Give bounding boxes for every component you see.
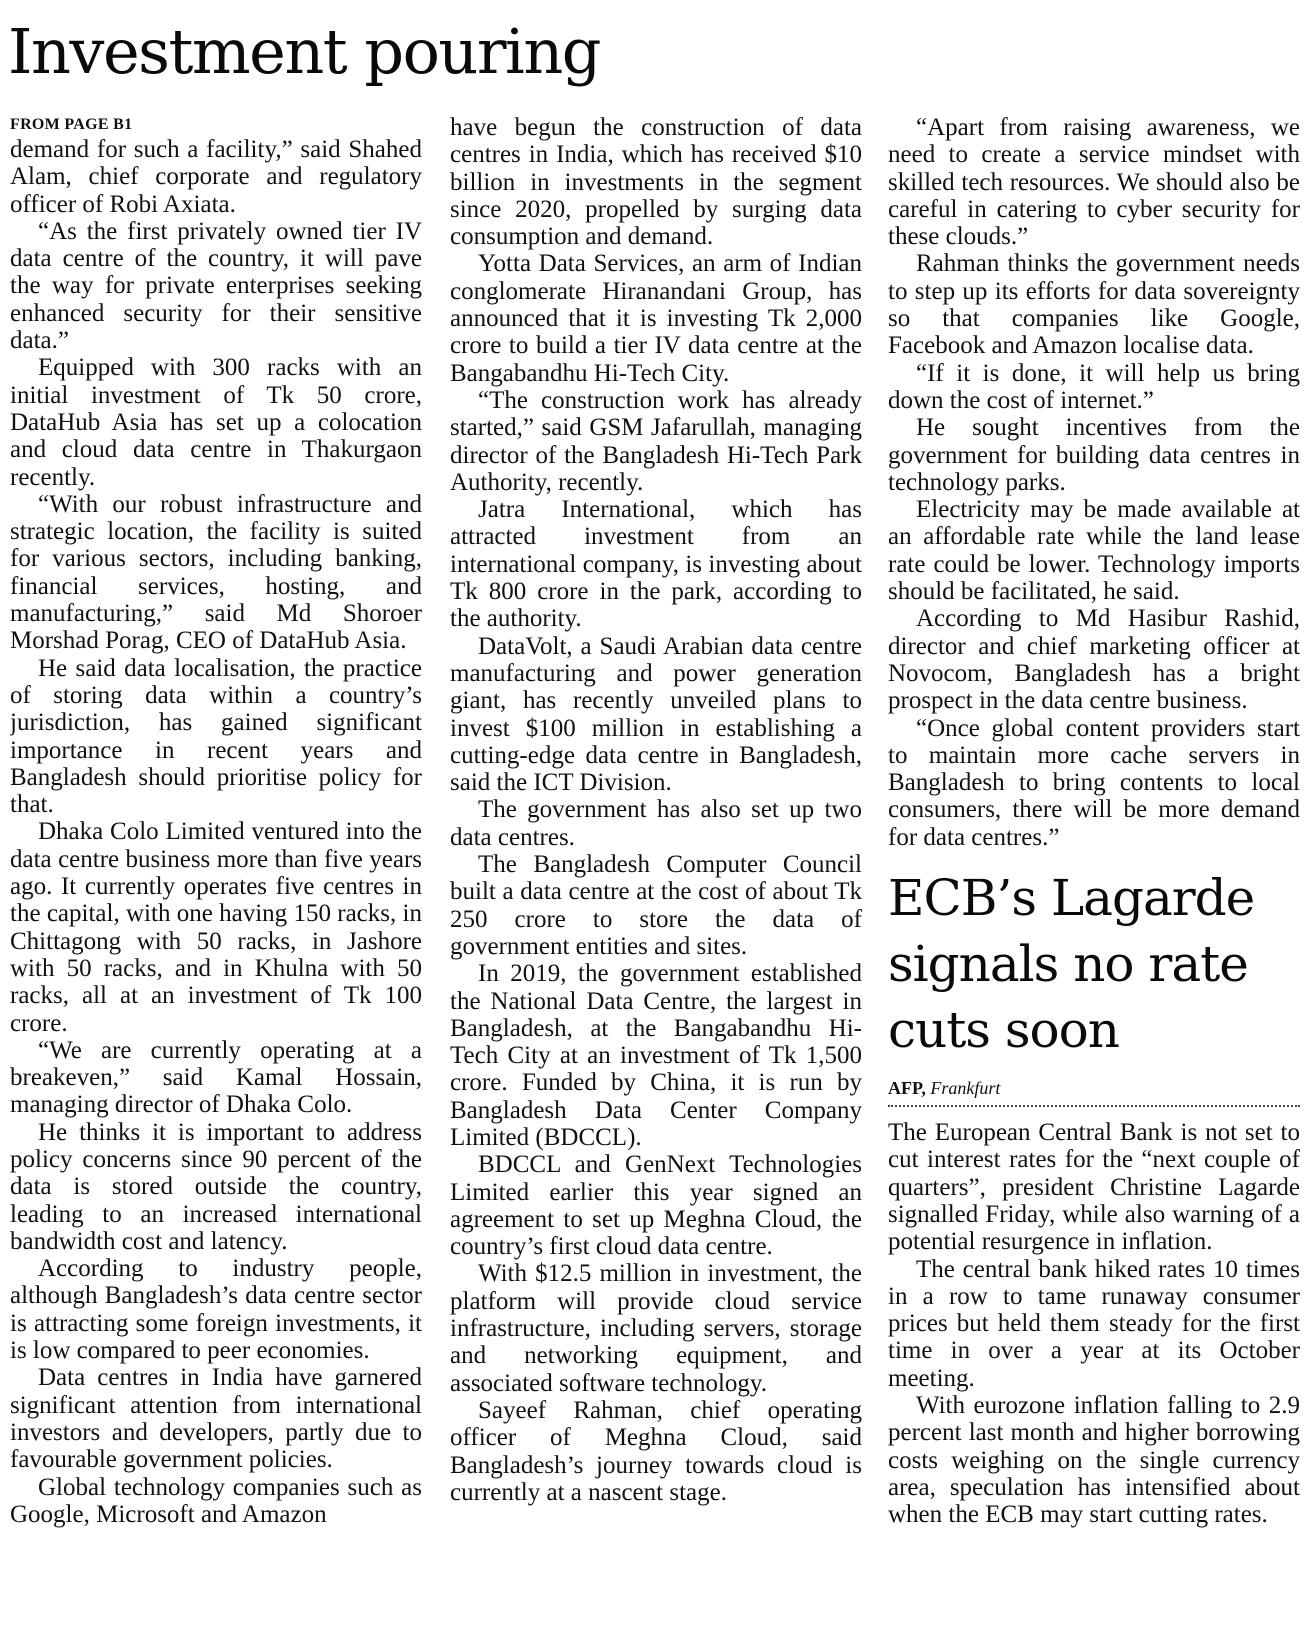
paragraph: Yotta Data Services, an arm of Indian conglomerate Hiranandani Group, has announced that it is investing Tk 2,000 crore to build a tier IV data centre at the Bangabandhu Hi-Tech City. bbox=[450, 250, 862, 387]
paragraph: The Bangladesh Computer Council built a data centre at the cost of about Tk 250 crore to store the data of government entities and sites. bbox=[450, 851, 862, 960]
paragraph: BDCCL and GenNext Technologies Limited earlier this year signed an agreement to set up Meghna Cloud, the country’s first cloud data centre. bbox=[450, 1151, 862, 1261]
paragraph: He said data localisation, the practice of storing data within a country’s jurisdiction, has gained significant importance in recent years and Bangladesh should prioritise policy for that. bbox=[10, 654, 422, 819]
paragraph: The government has also set up two data centres. bbox=[450, 796, 862, 851]
byline-place: Frankfurt bbox=[930, 1078, 1001, 1099]
paragraph: “The construction work has already started,” said GSM Jafarullah, managing director of the Bangladesh Hi-Tech Park Authority, recently. bbox=[450, 386, 862, 496]
paragraph: Global technology companies such as Google, Microsoft and Amazon bbox=[10, 1473, 422, 1528]
paragraph: Equipped with 300 racks with an initial investment of Tk 50 crore, DataHub Asia has set up a colocation and cloud data centre in Thakurgaon recently. bbox=[10, 354, 422, 491]
byline-agency: AFP, bbox=[888, 1078, 926, 1099]
paragraph: Rahman thinks the government needs to step up its efforts for data sovereignty so that companies like Google, Facebook and Amazon localise data. bbox=[888, 250, 1300, 360]
paragraph: “With our robust infrastructure and strategic location, the facility is suited for various sectors, including banking, financial services, hosting, and manufacturing,” said Md Shoroer Morshad Porag, CEO of DataHub Asia. bbox=[10, 490, 422, 655]
paragraph: According to industry people, although Bangladesh’s data centre sector is attracting some foreign investments, it is low compared to peer economies. bbox=[10, 1255, 422, 1365]
paragraph: Jatra International, which has attracted investment from an international company, is investing about Tk 800 crore in the park, according to the authority. bbox=[450, 496, 862, 633]
article-column-2 bbox=[450, 114, 862, 1642]
paragraph: “If it is done, it will help us bring down the cost of internet.” bbox=[888, 359, 1300, 414]
paragraph: The European Central Bank is not set to cut interest rates for the “next couple of quarters”, president Christine Lagarde signalled Friday, while also warning of a potential resurgence in inflation. bbox=[888, 1119, 1300, 1256]
paragraph: Sayeef Rahman, chief operating officer of Meghna Cloud, said Bangladesh’s journey towards cloud is currently at a nascent stage. bbox=[450, 1396, 862, 1506]
second-story-headline: ECB’s Lagarde signals no rate cuts soon bbox=[888, 869, 1255, 1060]
paragraph: “We are currently operating at a breakeven,” said Kamal Hossain, managing director of Dhaka Colo. bbox=[10, 1036, 422, 1119]
paragraph: With $12.5 million in investment, the platform will provide cloud service infrastructure, including servers, storage and networking equipment, and associated software technology. bbox=[450, 1260, 862, 1397]
paragraph: Electricity may be made available at an affordable rate while the land lease rate could be lower. Technology imports should be facilitated, he said. bbox=[888, 496, 1300, 606]
dotted-divider bbox=[888, 1105, 1300, 1107]
paragraph: Data centres in India have garnered significant attention from international investors and developers, partly due to favourable government policies. bbox=[10, 1364, 422, 1474]
paragraph: Dhaka Colo Limited ventured into the data centre business more than five years ago. It currently operates five centres in the capital, with one having 150 racks, in Chittagong with 50 racks, in Jashore with 50 racks, and in Khulna with 50 racks, all at an investment of Tk 100 crore. bbox=[10, 818, 422, 1037]
paragraph: “As the first privately owned tier IV data centre of the country, it will pave the way for private enterprises seeking enhanced security for their sensitive data.” bbox=[10, 217, 422, 355]
paragraph: have begun the construction of data centres in India, which has received $10 billion in investments in the segment since 2020, propelled by surging data consumption and demand. bbox=[450, 114, 862, 251]
paragraph: He sought incentives from the government for building data centres in technology parks. bbox=[888, 414, 1300, 496]
paragraph: With eurozone inflation falling to 2.9 percent last month and higher borrowing costs weighing on the single currency area, speculation has intensified about when the ECB may start cutting rates. bbox=[888, 1391, 1300, 1529]
paragraph: In 2019, the government established the National Data Centre, the largest in Bangladesh, at the Bangabandhu Hi-Tech City at an investment of Tk 1,500 crore. Funded by China, it is run by Bangladesh Data Center Company Limited (BDCCL). bbox=[450, 960, 862, 1151]
paragraph: “Apart from raising awareness, we need to create a service mindset with skilled tech resources. We should also be careful in catering to cyber security for these clouds.” bbox=[888, 114, 1300, 251]
paragraph: According to Md Hasibur Rashid, director and chief marketing officer at Novocom, Bangladesh has a bright prospect in the data centre business. bbox=[888, 605, 1300, 715]
from-page-label: FROM PAGE B1 bbox=[10, 116, 133, 133]
paragraph: DataVolt, a Saudi Arabian data centre manufacturing and power generation giant, has recently unveiled plans to invest $100 million in establishing a cutting-edge data centre in Bangladesh, said the ICT Division. bbox=[450, 632, 862, 797]
article-column-3 bbox=[888, 114, 1300, 1642]
headline: Investment pouring bbox=[8, 15, 600, 88]
paragraph: He thinks it is important to address policy concerns since 90 percent of the data is stored outside the country, leading to an increased international bandwidth cost and latency. bbox=[10, 1118, 422, 1255]
byline bbox=[888, 1077, 1300, 1099]
paragraph: demand for such a facility,” said Shahed Alam, chief corporate and regulatory officer of Robi Axiata. bbox=[10, 136, 422, 218]
article-column-1 bbox=[10, 114, 422, 1642]
paragraph: “Once global content providers start to maintain more cache servers in Bangladesh to bring contents to local consumers, there will be more demand for data centres.” bbox=[888, 714, 1300, 851]
paragraph: The central bank hiked rates 10 times in a row to tame runaway consumer prices but held them steady for the first time in over a year at its October meeting. bbox=[888, 1255, 1300, 1392]
